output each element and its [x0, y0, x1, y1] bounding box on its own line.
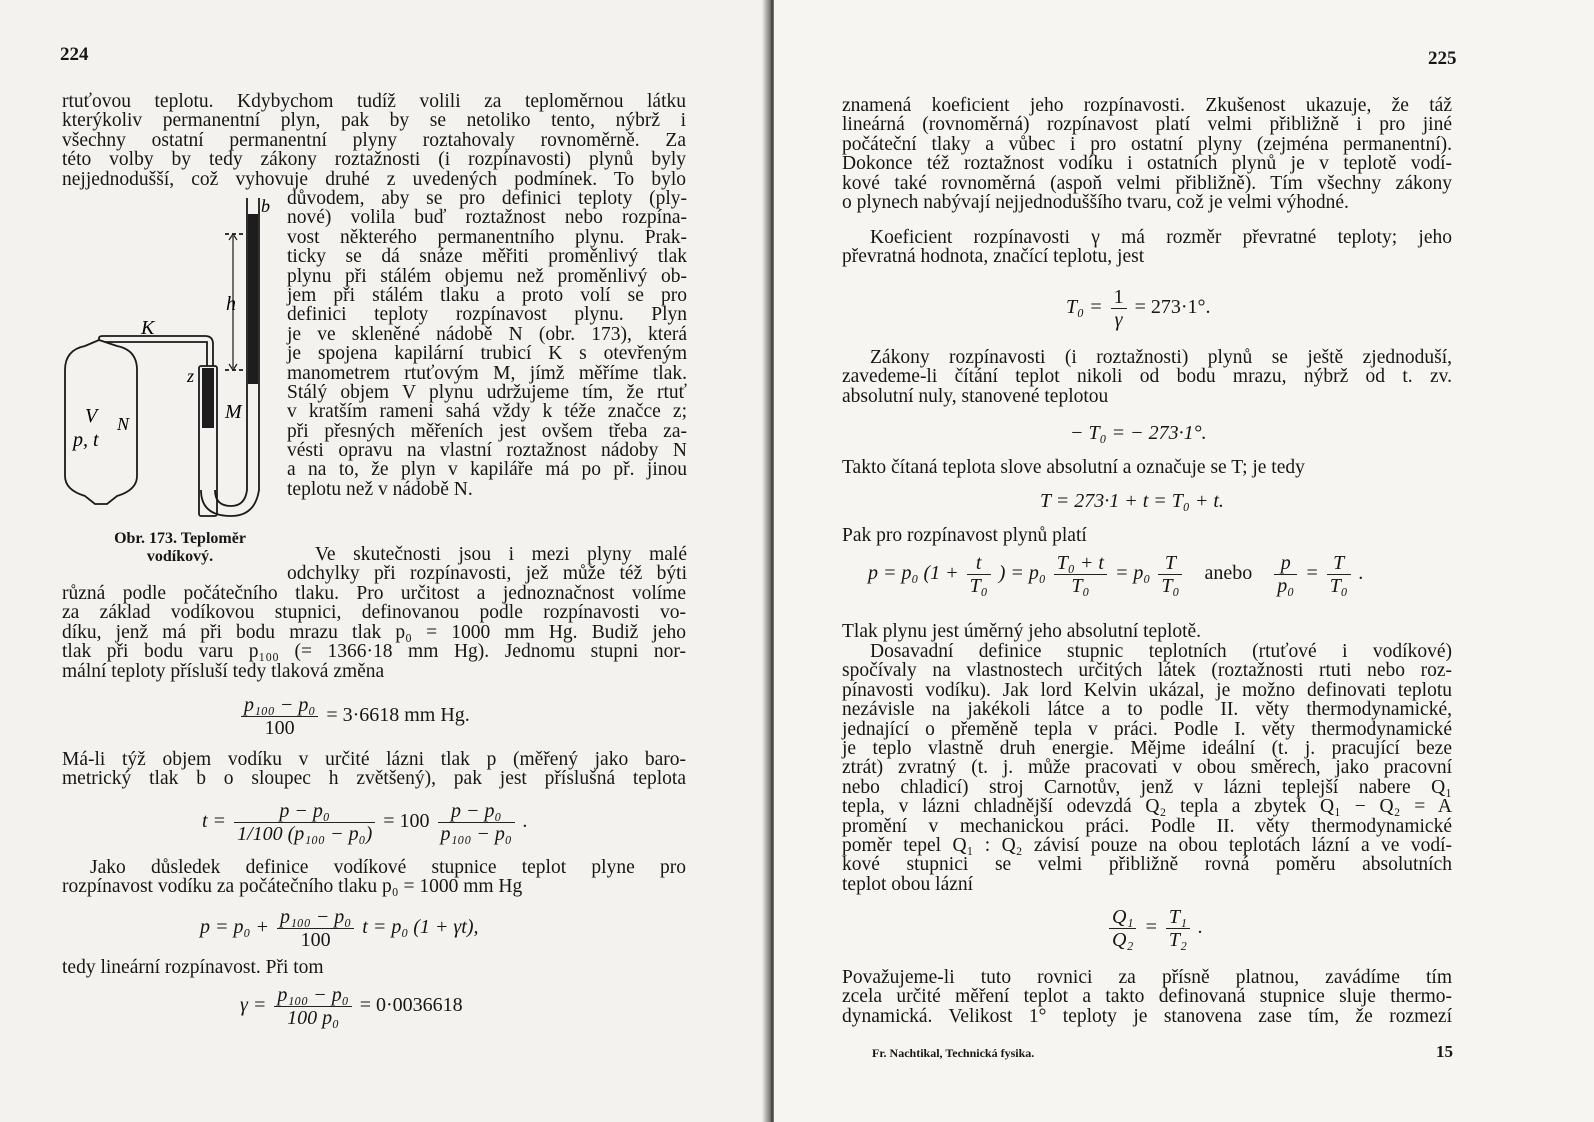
equation-lhs: T₀ =	[1066, 296, 1103, 319]
text-line: Koeficient rozpínavosti γ má rozměr převratné teploty; jeho	[870, 227, 1452, 248]
figure-label-m: M	[225, 401, 242, 423]
text-line: teplot obou lázní	[842, 873, 974, 895]
text-line: převratná hodnota, značící teplotu, jest	[842, 246, 1145, 268]
numerator: 1	[1111, 286, 1127, 309]
right-paragraph-1	[842, 96, 1452, 212]
denominator: 100	[264, 717, 295, 739]
left-paragraph-5	[62, 958, 686, 977]
text-line: Tlak plynu jest úměrný jeho absolutní teplotě.	[842, 621, 1202, 642]
text-line: definici teploty rozpínavost plynu. Plyn	[287, 304, 687, 326]
fraction	[1111, 286, 1127, 331]
numerator: T₁	[1166, 906, 1190, 929]
fraction	[1274, 552, 1297, 597]
right-equation-2: − T₀ = − 273·1°.	[1070, 422, 1207, 444]
denominator: T₀	[1161, 575, 1180, 597]
text-line: manometrem rtuťovým M, jímž měříme tlak.	[287, 362, 687, 384]
fraction	[1158, 552, 1182, 597]
text-line: poměr tepel Q₁ : Q₂ závisí pouze na obou teplotách lázní a ve vodí-	[842, 834, 1452, 856]
denominator: γ	[1114, 309, 1123, 331]
equation-lhs: γ =	[240, 994, 267, 1017]
equation-part: = p₀	[1114, 562, 1151, 585]
caption-line: vodíkový.	[146, 548, 214, 565]
left-equation-2	[202, 800, 528, 845]
text-line: lineárná (rovnoměrná) rozpínavost platí velmi přibližně i pro jiné	[842, 114, 1452, 136]
fraction	[1166, 906, 1190, 951]
equation-rhs: t = p₀ (1 + γt),	[362, 916, 479, 939]
text-line: vost některého permanentního plynu. Prak-	[287, 226, 687, 248]
text-line: dynamická. Velikost 1° teploty je stanovena zase tím, že rozmezí	[842, 1005, 1452, 1027]
right-paragraph-3	[842, 348, 1452, 406]
text-line: nové) volila buď roztažnost nebo rozpína-	[287, 207, 687, 229]
denominator: 100	[300, 929, 331, 951]
text-line: vésti opravu na vlastní roztažnost nádoby N	[287, 440, 687, 462]
denominator: T₀	[969, 575, 988, 597]
text-line: zcela určité měření teplot a takto definovaná stupnice sluje thermo-	[842, 986, 1452, 1008]
figure-label-b: b	[261, 196, 270, 216]
text-line: zavedeme-li čítání teplot nikoli od bodu mrazu, nýbrž od t. zv.	[842, 366, 1452, 388]
text-line: je ve skleněné nádobě N (obr. 173), která	[287, 323, 687, 345]
text-line: a na to, že plyn v kapiláře má po př. jinou	[287, 459, 687, 481]
text-line: nezávisle na jakékoli látce a to podle II. věty thermodynamické,	[842, 699, 1452, 721]
footer-author: Fr. Nachtikal, Technická fysika.	[872, 1046, 1035, 1060]
left-equation-3	[200, 906, 479, 951]
left-page	[0, 0, 770, 1122]
denominator: Q₂	[1112, 929, 1134, 951]
text-line: jednající o přeměně tepla v práci. Podle I. věty thermodynamické	[842, 718, 1452, 740]
left-paragraph-1	[62, 92, 686, 189]
numerator: p	[1274, 552, 1297, 575]
text-line: Dokonce též roztažnost vodíku i ostatních plynů je v teplotě vodí-	[842, 153, 1452, 175]
text-line: díku, jenž má při bodu mrazu tlak p₀ = 1000 mm Hg. Budiž jeho	[62, 621, 686, 643]
text-line: ztrát) zvratný (t. j. může pracovati v obou směrech, jako pracovní	[842, 757, 1452, 779]
page-number-right: 225	[1428, 48, 1457, 69]
right-equation-5	[1106, 906, 1203, 951]
denominator: T₂	[1168, 929, 1187, 951]
text-line: důvodem, aby se pro definici teploty (ply-	[287, 188, 687, 209]
figure-label-pt: p, t	[73, 429, 99, 451]
denominator: 100 p₀	[287, 1007, 340, 1029]
equation-rhs: = 273·1°.	[1134, 296, 1211, 319]
right-paragraph-4	[842, 458, 1452, 477]
fraction	[1109, 906, 1136, 951]
equation-part: .	[1358, 562, 1364, 585]
equation-part: =	[1305, 562, 1319, 585]
fraction	[1327, 552, 1351, 597]
text-line: různá podle počátečního tlaku. Pro určitost a jednoznačnost volíme	[62, 583, 686, 604]
text-line: znamená koeficient jeho rozpínavosti. Zkušenost ukazuje, že táž	[842, 95, 1452, 116]
text-line: Takto čítaná teplota slove absolutní a označuje se T; je tedy	[842, 457, 1305, 478]
denominator: p₀	[1277, 575, 1295, 597]
equation-lhs: p = p₀ +	[200, 916, 269, 939]
right-paragraph-5	[842, 526, 1452, 545]
numerator: p − p₀	[234, 800, 375, 823]
text-line: kové také rovnoměrná (aspoň velmi přibližně). Tím všechny zákony	[842, 172, 1452, 194]
numerator: p₁₀₀ − p₀	[277, 906, 354, 929]
denominator: T₀	[1329, 575, 1348, 597]
left-equation-1	[238, 694, 470, 739]
fraction	[234, 800, 375, 845]
right-equation-4	[868, 552, 1364, 597]
text-line: promění v mechanickou práci. Podle II. věty thermodynamické	[842, 815, 1452, 837]
text-line: Stálý objem V plynu udržujeme tím, že rtuť	[287, 381, 687, 403]
denominator: p₁₀₀ − p₀	[440, 823, 512, 845]
text-line: kterýkoliv permanentní plyn, pak by se netoliko tento, nýbrž i	[62, 110, 686, 132]
text-line: této volby by tedy zákony roztažnosti (i rozpínavosti) plynů byly	[62, 149, 686, 171]
footer-sheet-number: 15	[1436, 1042, 1453, 1061]
right-paragraph-6	[842, 622, 1452, 641]
text-line: při přesných měřeních jest ovšem třeba za-	[287, 420, 687, 442]
text-line: Jako důsledek definice vodíkové stupnice teplot plyne pro	[90, 857, 686, 878]
text-line: ticky se dá snáze měřiti proměnlivý tlak	[287, 246, 687, 268]
text-line: tepla, v lázni chladnější odevzdá Q₂ tepla a zbytek Q₁ − Q₂ = A	[842, 796, 1452, 818]
fraction	[438, 800, 515, 845]
text-line: tedy lineární rozpínavost. Při tom	[62, 957, 324, 978]
text-line: Ve skutečnosti jsou i mezi plyny malé	[315, 544, 687, 565]
figure-label-v: V	[85, 405, 98, 427]
text-line: absolutní nuly, stanovené teplotou	[842, 385, 1109, 407]
right-paragraph-8	[842, 968, 1452, 1026]
right-paragraph-7	[842, 642, 1452, 894]
text-line: tlak při bodu varu p₁₀₀ (= 1366·18 mm Hg). Jednomu stupni nor-	[62, 641, 686, 663]
figure-label-z: z	[187, 366, 195, 386]
figure-label-n: N	[117, 414, 130, 434]
text-line: Má-li týž objem vodíku v určité lázni tlak p (měřený jako baro-	[62, 749, 686, 770]
text-line: plynu při stálém objemu než proměnlivý ob-	[287, 265, 687, 287]
text-line: teplotu než v nádobě N.	[287, 478, 473, 500]
numerator: t	[967, 552, 991, 575]
text-line: Pak pro rozpínavost plynů platí	[842, 525, 1087, 546]
right-equation-3: T = 273·1 + t = T₀ + t.	[1040, 490, 1224, 512]
text-line: počáteční tlaky a vůbec i pro ostatní plyny (zejména permanentní).	[842, 133, 1452, 155]
numerator: p − p₀	[438, 800, 515, 823]
fraction	[274, 984, 351, 1029]
denominator: T₀	[1071, 575, 1090, 597]
left-paragraph-3	[62, 750, 686, 789]
fraction	[277, 906, 354, 951]
text-line: metrický tlak b o sloupec h zvětšený), pak jest příslušná teplota	[62, 768, 686, 790]
text-line: Zákony rozpínavosti (i roztažnosti) plynů se ještě zjednoduší,	[870, 347, 1452, 368]
equation-rhs: = 0·0036618	[359, 994, 463, 1017]
equation-part: ) = p₀	[998, 562, 1046, 585]
right-equation-1	[1066, 286, 1211, 331]
numerator: p₁₀₀ − p₀	[241, 694, 318, 717]
text-line: spočívaly na vlastnostech určitých látek (roztažnosti rtuti nebo roz-	[842, 660, 1452, 682]
numerator: T	[1327, 552, 1351, 575]
text-line: nebo chladicí) stroj Carnotův, jenž v lázni teplejší nabere Q₁	[842, 776, 1452, 798]
text-line: o plynech nabývají nejjednoduššího tvaru, což je velmi výhodné.	[842, 191, 1349, 213]
text-line: je spojena kapilární trubicí K s otevřeným	[287, 343, 687, 365]
equation-mid: = 100	[383, 810, 430, 833]
equation-rhs: = 3·6618 mm Hg.	[326, 704, 470, 727]
equation-mid: =	[1144, 916, 1158, 939]
text-line: za základ vodíkovou stupnici, definovanou podle rozpínavosti vo-	[62, 602, 686, 624]
equation-part: anebo	[1204, 562, 1253, 585]
fraction	[967, 552, 991, 597]
left-equation-4	[240, 984, 463, 1029]
caption-line: Obr. 173. Teploměr	[114, 530, 246, 547]
left-wrapped-paragraph	[287, 189, 687, 499]
denominator: 1/100 (p₁₀₀ − p₀)	[237, 823, 373, 845]
equation-part: p = p₀ (1 +	[868, 562, 959, 585]
figure-label-k: K	[141, 317, 155, 339]
text-line: v kratším rameni sahá vždy k téže značce z;	[287, 401, 687, 423]
numerator: p₁₀₀ − p₀	[274, 984, 351, 1007]
text-line: všechny ostatní permanentní plyny roztahovaly rovnoměrně. Za	[62, 129, 686, 151]
text-line: jem při stálém tlaku a proto volí se pro	[287, 284, 687, 306]
equation-lhs: t =	[202, 810, 227, 833]
right-paragraph-2	[842, 228, 1452, 267]
fraction	[241, 694, 318, 739]
left-paragraph-4	[62, 858, 686, 897]
right-page	[774, 0, 1594, 1122]
numerator: T	[1158, 552, 1182, 575]
text-line: mální teploty přísluší tedy tlaková změna	[62, 660, 385, 682]
text-line: pínavosti vodíku). Jak lord Kelvin ukázal, je možno definovati teplotu	[842, 679, 1452, 701]
text-line: Považujeme-li tuto rovnici za přísně platnou, zavádíme tím	[842, 967, 1452, 988]
text-line: je teplo vlastně druh energie. Mějme ideální (t. j. pracující beze	[842, 737, 1452, 759]
numerator: Q₁	[1109, 906, 1136, 929]
text-line: kové stupnici se velmi přibližně rovná poměru absolutních	[842, 854, 1452, 876]
left-wrapped-paragraph-2	[287, 545, 687, 584]
left-paragraph-2	[62, 584, 686, 681]
equation-end: .	[522, 810, 528, 833]
figure-label-h: h	[226, 293, 236, 315]
text-line: rtuťovou teplotu. Kdybychom tudíž volili za teploměrnou látku	[62, 91, 686, 112]
fraction	[1054, 552, 1107, 597]
page-number-left: 224	[60, 44, 89, 65]
figure-caption	[80, 530, 280, 566]
numerator: T₀ + t	[1054, 552, 1107, 575]
text-line: odchylky při rozpínavosti, jež může též býti	[287, 563, 687, 585]
text-line: rozpínavost vodíku za počátečního tlaku p₀ = 1000 mm Hg	[62, 876, 523, 898]
text-line: nejjednodušší, což vyhovuje druhé z uvedených podmínek. To bylo	[62, 168, 686, 190]
equation-end: .	[1197, 916, 1203, 939]
text-line: Dosavadní definice stupnic teplotních (rtuťové i vodíkové)	[870, 641, 1452, 662]
hydrogen-thermometer-figure	[55, 190, 285, 520]
